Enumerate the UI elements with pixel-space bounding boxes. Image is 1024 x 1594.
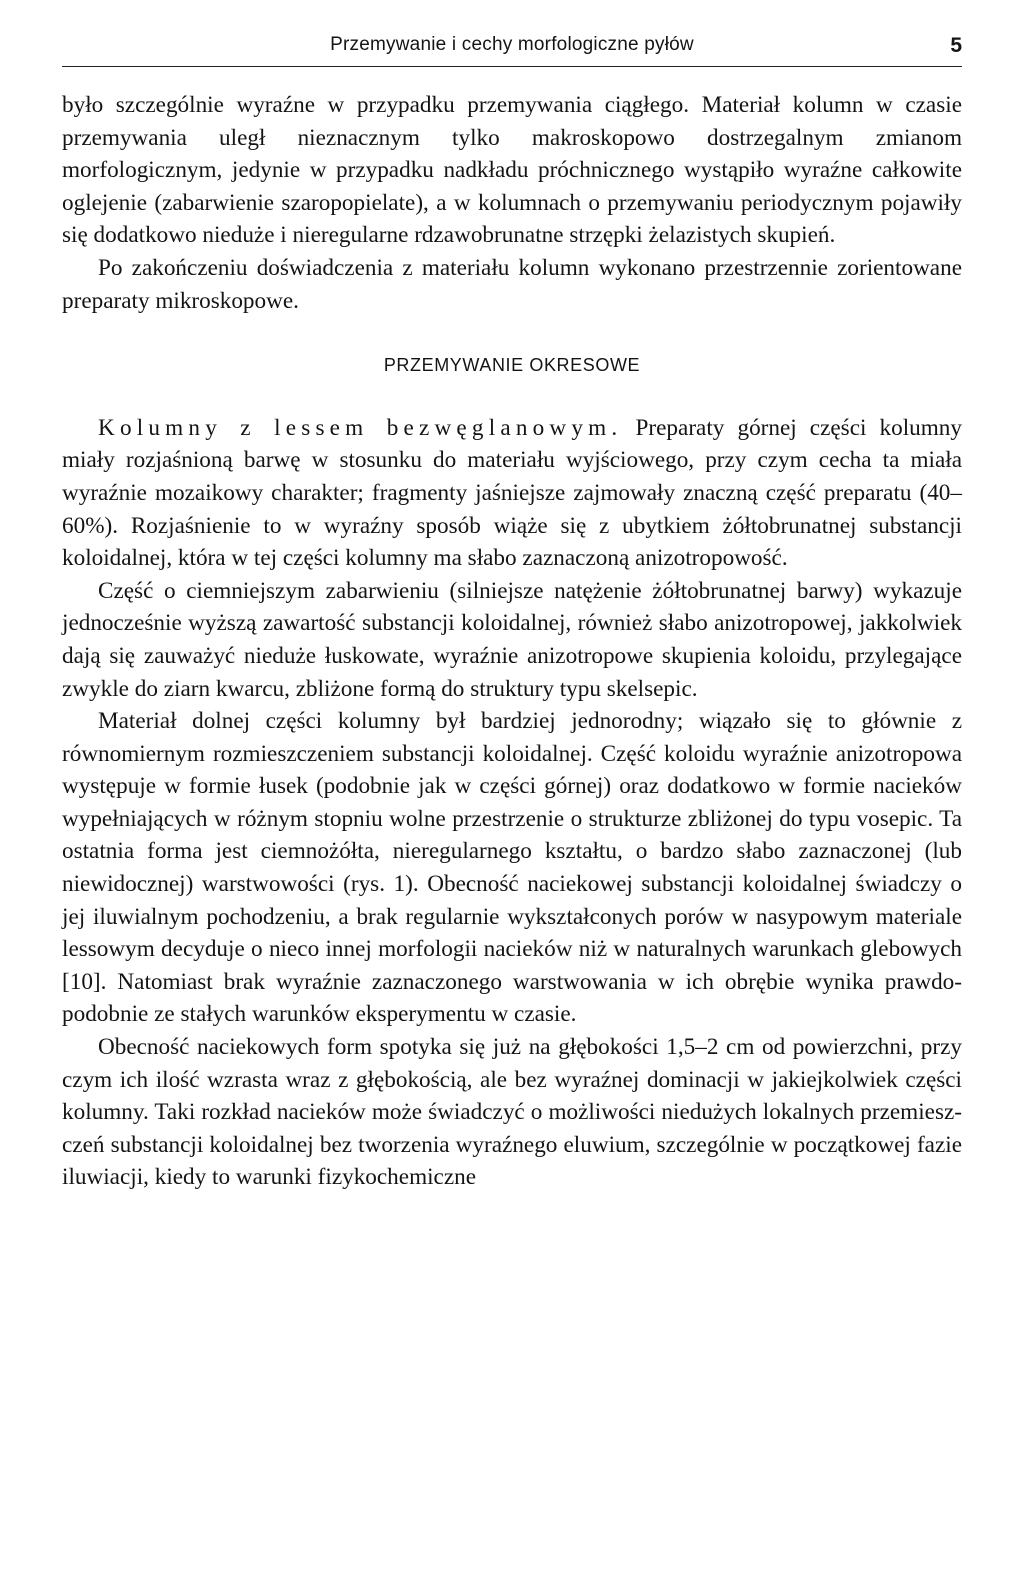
paragraph-5: Materiał dolnej części kolumny był bardziej jednorodny; wiązało się to głównie z równomiernym rozmieszczeniem substancji koloidalnej. Część koloidu wyraźnie anizotropowa występuje w formie łusek (podobnie jak w części górnej) oraz dodatkowo w formie nacieków wypełniających w różnym stopniu wolne przestrzenie o strukturze zbliżonej do typu vosepic. Ta ostatnia forma jest ciemnożółta, nieregularnego kształtu, o bardzo słabo zaznaczonej (lub niewidocznej) warstwowości (rys. 1). Obecność naciekowej substancji koloidalnej świadczy o jej iluwialnym pochodzeniu, a brak regularnie wykształconych porów w nasypowym materiale lessowym decyduje o nieco innej morfologii nacieków niż w naturalnych warunkach glebowych [10]. Natomiast brak wyraźnie zaznaczonego warstwowania w ich obrębie wynika prawdopodobnie ze stałych warunków eksperymentu w czasie. [62, 708, 962, 1028]
paragraph-4: Część o ciemniejszym zabarwieniu (silniejsze natężenie żółtobrunatnej barwy) wykazuje jednocześnie wyższą zawartość substancji koloidalnej, również słabo anizotropowej, jakkolwiek dają się zauważyć nieduże łuskowate, wyraźnie anizotropowe skupienia koloidu, przylegające zwykle do ziarn kwarcu, zbliżone formą do struktury typu skelsepic. [62, 577, 962, 702]
paragraph-3 [62, 412, 962, 575]
page-number: 5 [950, 34, 962, 57]
paragraph-6: Obecność naciekowych form spotyka się już na głębokości 1,5–2 cm od powierzchni, przy czym ich ilość wzrasta wraz z głębokością, ale bez wyraźnej dominacji w jakiejkolwiek części kolumny. Taki rozkład nacieków może świadczyć o możliwości niedużych lokalnych przemieszczeń substancji koloidalnej bez tworzenia wyraźnego eluwium, szczególnie w początkowej fazie iluwiacji, kiedy to warunki fizykochemiczne [62, 1034, 962, 1191]
spaced-subheading: Kolumny z lessem bezwęglanowym. [98, 414, 623, 441]
paragraph-2: Po zakończeniu doświadczenia z materiału kolumn wykonano przestrzennie zorientowane preparaty mikroskopowe. [62, 254, 962, 314]
running-title: Przemywanie i cechy morfologiczne pyłów [330, 34, 694, 55]
body-text [62, 89, 962, 1194]
document-page [62, 28, 962, 1194]
section-heading: PRZEMYWANIE OKRESOWE [383, 355, 641, 376]
paragraph-1: było szczególnie wyraźne w przypadku przemywania ciągłego. Materiał kolumn w czasie przemywania uległ nieznacznym tylko makroskopowo dostrzegalnym zmianom morfologicznym, jedynie w przypadku nadkładu próchnicznego wystąpiło wyraźne całkowite oglejenie (zabarwienie szaropopielate), a w kolumnach o przemywaniu periodycznym pojawiły się dodatkowo nieduże i nieregularne rdzawobrunatne strzępki żelazistych skupień. [62, 92, 962, 249]
paragraph-3-text: Preparaty górnej części kolumny miały rozjaśnioną barwę w stosunku do materiału wyjściowego, przy czym cecha ta miała wyraźnie mozaikowy charakter; fragmenty jaśniejsze zajmowały znaczną część preparatu (40–60%). Rozjaśnienie to w wyraźny sposób wiąże się z ubytkiem żółtobrunatnej substancji koloidalnej, która w tej części kolumny ma słabo zaznaczoną anizotropowość. [62, 414, 962, 572]
running-header [62, 28, 962, 67]
